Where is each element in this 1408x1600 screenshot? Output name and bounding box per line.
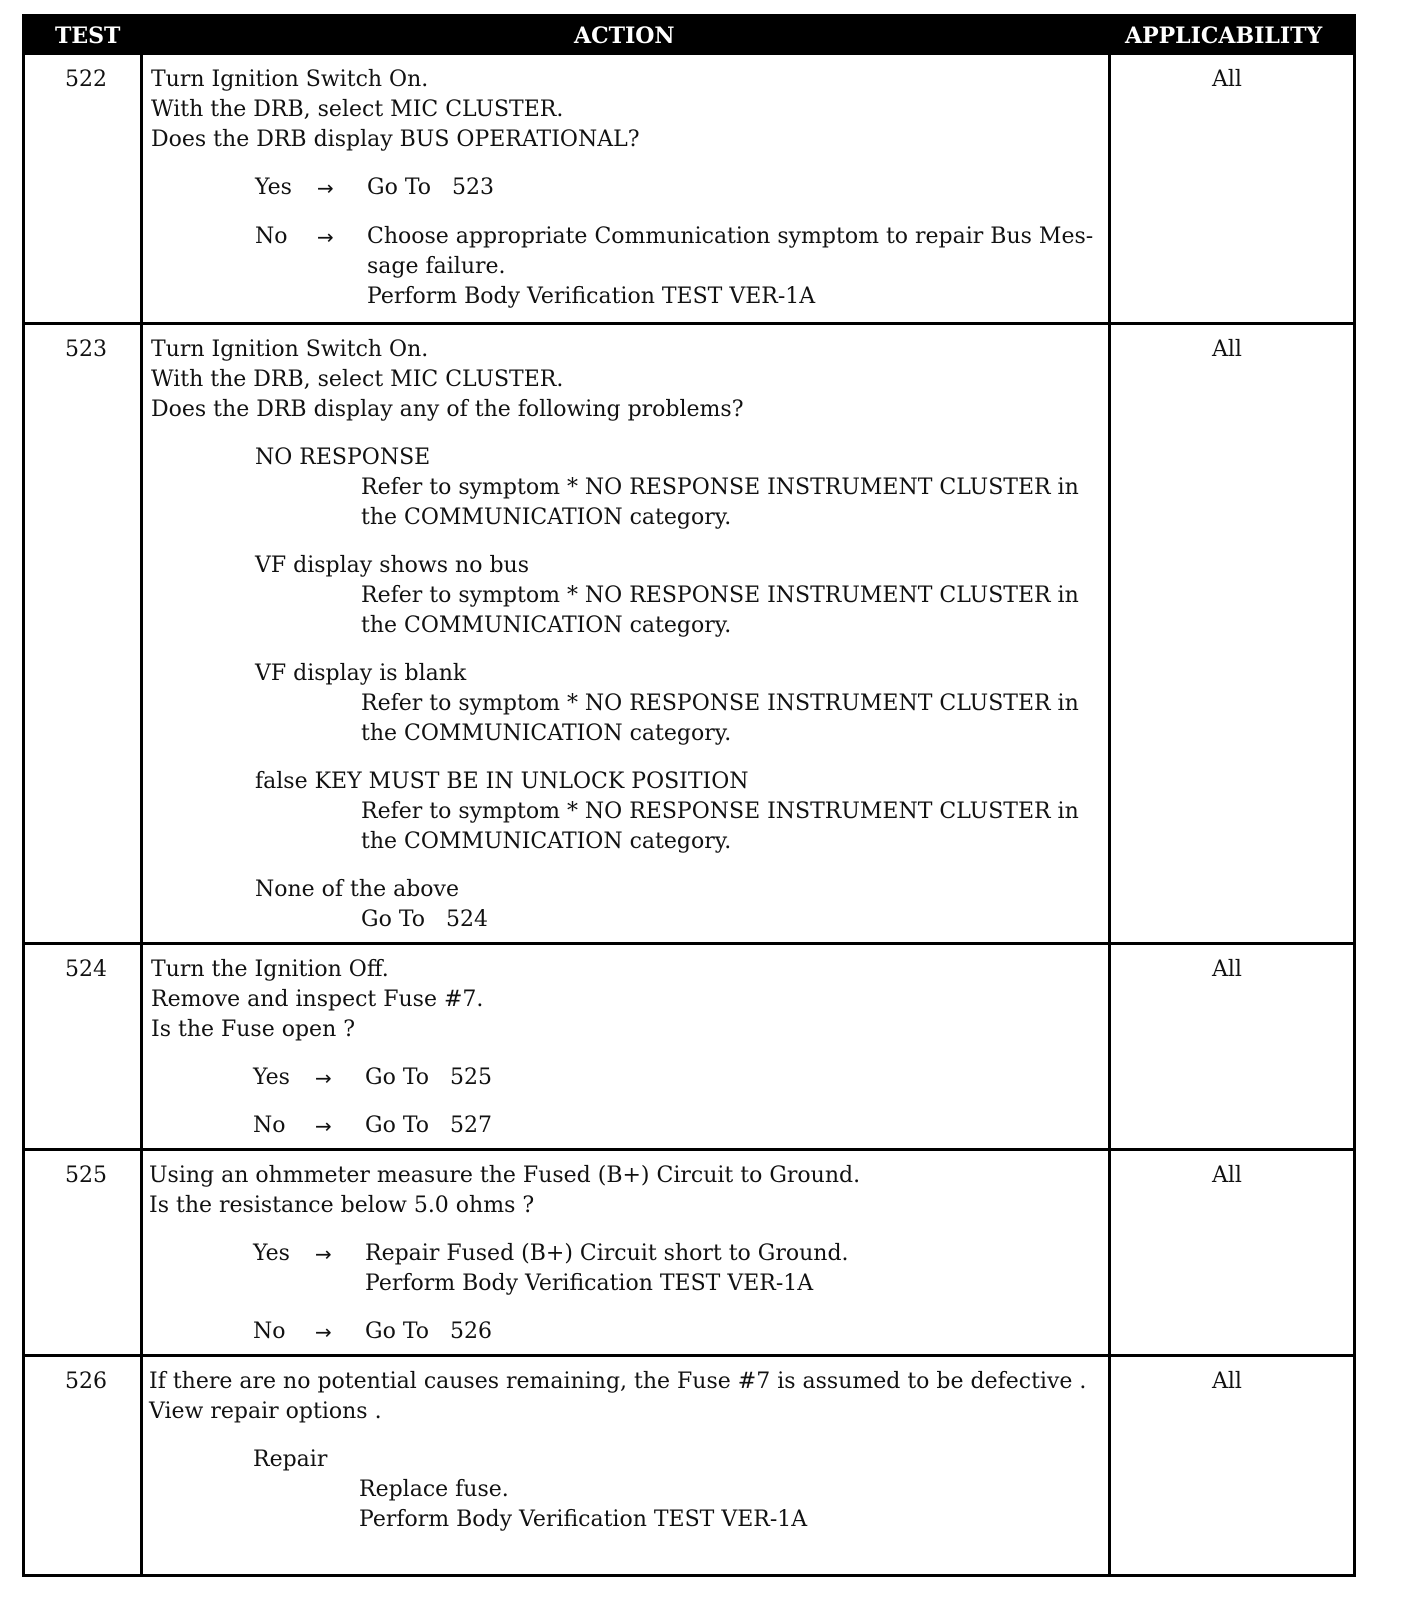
- yes-label: Yes: [253, 1065, 290, 1090]
- option-text: the COMMUNICATION category.: [361, 721, 732, 746]
- applicability-value: All: [1212, 337, 1242, 362]
- action-line: View repair options .: [149, 1399, 382, 1424]
- no-action: Go To 527: [365, 1113, 492, 1138]
- no-action: sage failure.: [367, 254, 506, 279]
- column-divider: [140, 55, 143, 1574]
- option-label: VF display shows no bus: [255, 553, 529, 578]
- diagnostic-table: [22, 14, 1356, 1577]
- repair-text: Perform Body Verification TEST VER-1A: [359, 1507, 808, 1532]
- header-action: ACTION: [574, 23, 675, 49]
- repair-text: Replace fuse.: [359, 1477, 509, 1502]
- option-label: VF display is blank: [255, 661, 467, 686]
- arrow-right-icon: →: [317, 225, 334, 249]
- test-number: 525: [65, 1163, 107, 1188]
- option-label: NO RESPONSE: [255, 445, 431, 470]
- header-applicability: APPLICABILITY: [1125, 23, 1323, 49]
- column-divider: [1108, 55, 1111, 1574]
- option-label: None of the above: [255, 877, 459, 902]
- option-text: Refer to symptom * NO RESPONSE INSTRUMENT CLUSTER in: [361, 691, 1079, 716]
- option-text: the COMMUNICATION category.: [361, 829, 732, 854]
- option-text: Go To 524: [361, 907, 488, 932]
- action-line: Does the DRB display BUS OPERATIONAL?: [151, 127, 640, 152]
- table-row-526: [25, 1357, 1353, 1577]
- table-row-524: [25, 945, 1353, 1151]
- table-row-523: [25, 325, 1353, 945]
- option-text: the COMMUNICATION category.: [361, 505, 732, 530]
- action-line: Turn Ignition Switch On.: [151, 337, 429, 362]
- action-line: Remove and inspect Fuse #7.: [151, 987, 484, 1012]
- table-row-525: [25, 1151, 1353, 1357]
- option-text: the COMMUNICATION category.: [361, 613, 732, 638]
- no-action: Go To 526: [365, 1319, 492, 1344]
- header-test: TEST: [55, 23, 121, 49]
- no-label: No: [253, 1319, 286, 1344]
- option-label: false KEY MUST BE IN UNLOCK POSITION: [255, 769, 749, 794]
- table-header: [25, 17, 1353, 55]
- action-line: With the DRB, select MIC CLUSTER.: [151, 97, 564, 122]
- action-line: Using an ohmmeter measure the Fused (B+) Circuit to Ground.: [149, 1163, 861, 1188]
- option-text: Refer to symptom * NO RESPONSE INSTRUMENT CLUSTER in: [361, 583, 1079, 608]
- yes-action: Go To 523: [367, 175, 494, 200]
- repair-label: Repair: [253, 1447, 328, 1472]
- no-label: No: [253, 1113, 286, 1138]
- yes-action: Perform Body Verification TEST VER-1A: [365, 1271, 814, 1296]
- action-line: Turn the Ignition Off.: [151, 957, 389, 982]
- no-action: Perform Body Verification TEST VER-1A: [367, 284, 816, 309]
- yes-label: Yes: [253, 1241, 290, 1266]
- action-line: Is the Fuse open ?: [151, 1017, 356, 1042]
- yes-action: Repair Fused (B+) Circuit short to Ground.: [365, 1241, 849, 1266]
- test-number: 526: [65, 1369, 107, 1394]
- action-line: With the DRB, select MIC CLUSTER.: [151, 367, 564, 392]
- test-number: 523: [65, 337, 107, 362]
- arrow-right-icon: →: [315, 1242, 332, 1266]
- test-number: 524: [65, 957, 107, 982]
- action-line: Turn Ignition Switch On.: [151, 67, 429, 92]
- applicability-value: All: [1212, 957, 1242, 982]
- table-row-522: [25, 55, 1353, 325]
- action-line: If there are no potential causes remaining, the Fuse #7 is assumed to be defective .: [149, 1369, 1087, 1394]
- action-line: Does the DRB display any of the following problems?: [151, 397, 744, 422]
- arrow-right-icon: →: [315, 1114, 332, 1138]
- test-number: 522: [65, 67, 107, 92]
- option-text: Refer to symptom * NO RESPONSE INSTRUMENT CLUSTER in: [361, 799, 1079, 824]
- applicability-value: All: [1212, 67, 1242, 92]
- applicability-value: All: [1212, 1369, 1242, 1394]
- no-action: Choose appropriate Communication symptom to repair Bus Mes-: [367, 224, 1094, 249]
- arrow-right-icon: →: [315, 1320, 332, 1344]
- yes-action: Go To 525: [365, 1065, 492, 1090]
- option-text: Refer to symptom * NO RESPONSE INSTRUMENT CLUSTER in: [361, 475, 1079, 500]
- applicability-value: All: [1212, 1163, 1242, 1188]
- arrow-right-icon: →: [317, 176, 334, 200]
- no-label: No: [255, 224, 288, 249]
- arrow-right-icon: →: [315, 1066, 332, 1090]
- action-line: Is the resistance below 5.0 ohms ?: [149, 1193, 535, 1218]
- yes-label: Yes: [255, 175, 292, 200]
